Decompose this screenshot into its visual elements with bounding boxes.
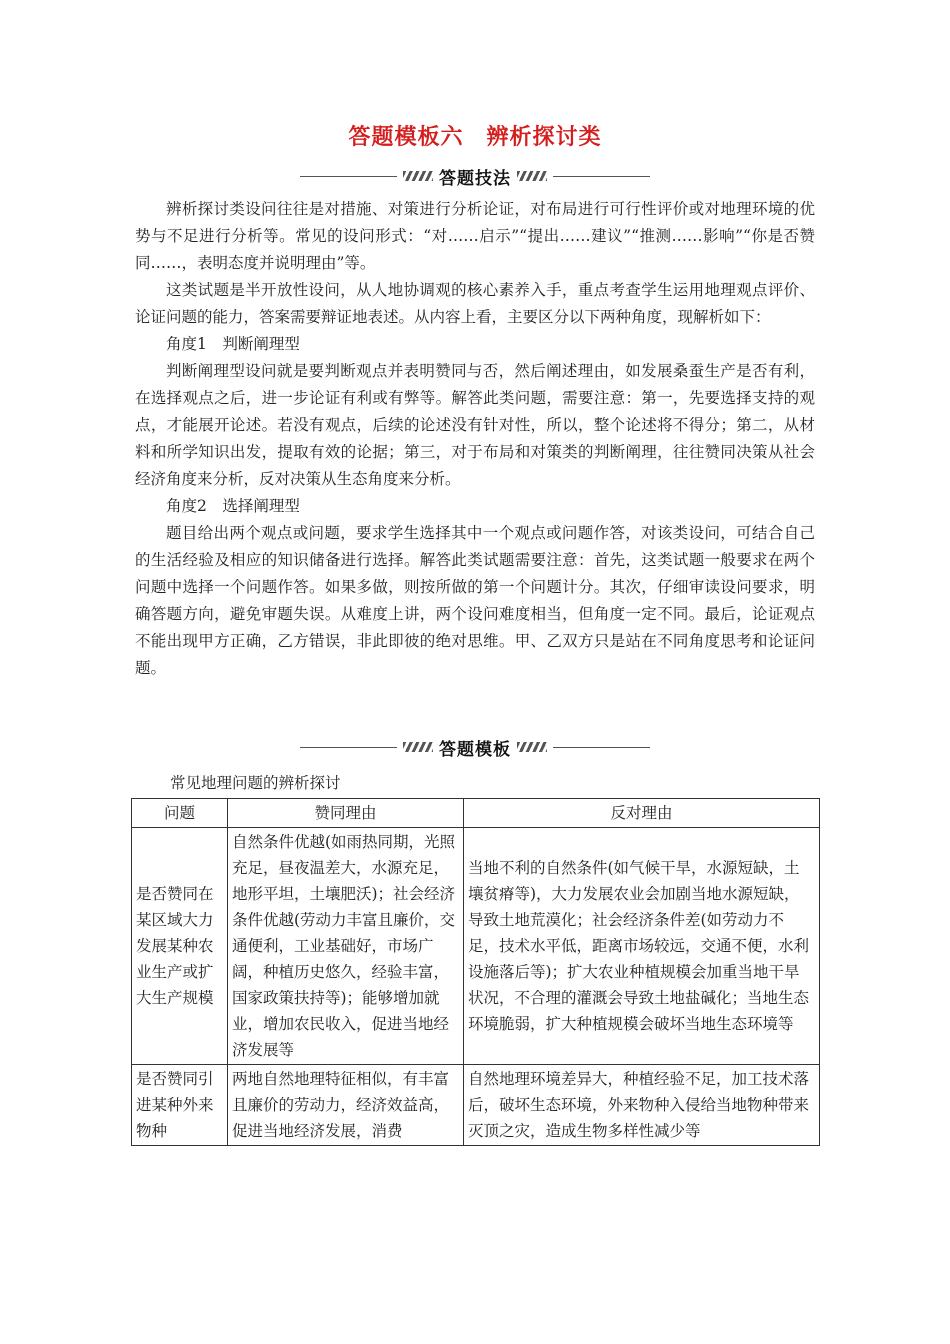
header-stripes-right bbox=[517, 171, 547, 181]
header-con: 反对理由 bbox=[464, 799, 820, 828]
cell-question: 是否赞同在某区域大力发展某种农业生产或扩大生产规模 bbox=[132, 828, 228, 1065]
section-header-techniques bbox=[300, 163, 650, 189]
header-rule-left bbox=[300, 747, 397, 748]
cell-question: 是否赞同引进某种外来物种 bbox=[132, 1065, 228, 1146]
angle-1-heading: 角度1 判断阐理型 bbox=[166, 335, 300, 353]
cell-pro: 两地自然地理特征相似，有丰富且廉价的劳动力，经济效益高，促进当地经济发展，消费 bbox=[228, 1065, 464, 1146]
header-rule-right bbox=[553, 176, 650, 177]
section-label: 答题模板 bbox=[439, 739, 511, 760]
table-caption: 常见地理问题的辨析探讨 bbox=[170, 774, 341, 792]
paragraph-intro: 辨析探讨类设问往往是对措施、对策进行分析论证，对布局进行可行性评价或对地理环境的优势与不足进行分析等。常见的设问形式：“对……启示”“提出……建议”“推测……影响”“你是否赞同……，表明态度并说明理由”等。 bbox=[135, 200, 815, 272]
paragraph-angle-2: 题目给出两个观点或问题，要求学生选择其中一个观点或问题作答，对该类设问，可结合自己的生活经验及相应的知识储备进行选择。解答此类试题需要注意：首先，这类试题一般要求在两个问题中选择一个问题作答。如果多做，则按所做的第一个问题计分。其次，仔细审读设问要求，明确答题方向，避免审题失误。从难度上讲，两个设问难度相当，但角度一定不同。最后，论证观点不能出现甲方正确，乙方错误，非此即彼的绝对思维。甲、乙双方只是站在不同角度思考和论证问题。 bbox=[135, 524, 815, 677]
page-title: 答题模板六 辨析探讨类 bbox=[348, 125, 602, 150]
angle-2-heading: 角度2 选择阐理型 bbox=[166, 497, 300, 515]
header-stripes-left bbox=[403, 742, 433, 752]
paragraph-angle-1: 判断阐理型设问就是要判断观点并表明赞同与否，然后阐述理由，如发展桑蚕生产是否有利，在选择观点之后，进一步论证有利或有弊等。解答此类问题，需要注意：第一，先要选择支持的观点，才能展开论述。若没有观点，后续的论述没有针对性，所以，整个论述将不得分；第二，从材料和所学知识出发，提取有效的论据；第三，对于布局和对策类的判断阐理，往往赞同决策从社会经济角度来分析，反对决策从生态角度来分析。 bbox=[135, 362, 815, 488]
cell-pro: 自然条件优越(如雨热同期，光照充足，昼夜温差大，水源充足，地形平坦，土壤肥沃)；社会经济条件优越(劳动力丰富且廉价，交通便利，工业基础好，市场广阔，种植历史悠久，经验丰富，国家政策扶持等)；能够增加就业，增加农民收入，促进当地经济发展等 bbox=[228, 828, 464, 1065]
header-question: 问题 bbox=[132, 799, 228, 828]
table-header-row bbox=[132, 799, 820, 828]
header-stripes-left bbox=[403, 171, 433, 181]
header-stripes-right bbox=[517, 742, 547, 752]
cell-con: 自然地理环境差异大，种植经验不足，加工技术落后，破坏生态环境，外来物种入侵给当地物种带来灭顶之灾，造成生物多样性减少等 bbox=[464, 1065, 820, 1146]
header-pro: 赞同理由 bbox=[228, 799, 464, 828]
paragraph-overview: 这类试题是半开放性设问，从人地协调观的核心素养入手，重点考查学生运用地理观点评价、论证问题的能力，答案需要辩证地表述。从内容上看，主要区分以下两种角度，现解析如下： bbox=[135, 281, 815, 326]
table-row bbox=[132, 1065, 820, 1146]
header-rule-right bbox=[553, 747, 650, 748]
table-row bbox=[132, 828, 820, 1065]
section-header-template bbox=[300, 734, 650, 760]
analysis-table bbox=[131, 798, 820, 1146]
section-label: 答题技法 bbox=[439, 168, 511, 189]
body-text bbox=[135, 196, 815, 682]
cell-con: 当地不利的自然条件(如气候干旱，水源短缺，土壤贫瘠等)，大力发展农业会加剧当地水源短缺，导致土地荒漠化；社会经济条件差(如劳动力不足，技术水平低，距离市场较远，交通不便，水利设施落后等)；扩大农业种植规模会加重当地干旱状况，不合理的灌溉会导致土地盐碱化；当地生态环境脆弱，扩大种植规模会破坏当地生态环境等 bbox=[464, 828, 820, 1065]
header-rule-left bbox=[300, 176, 397, 177]
